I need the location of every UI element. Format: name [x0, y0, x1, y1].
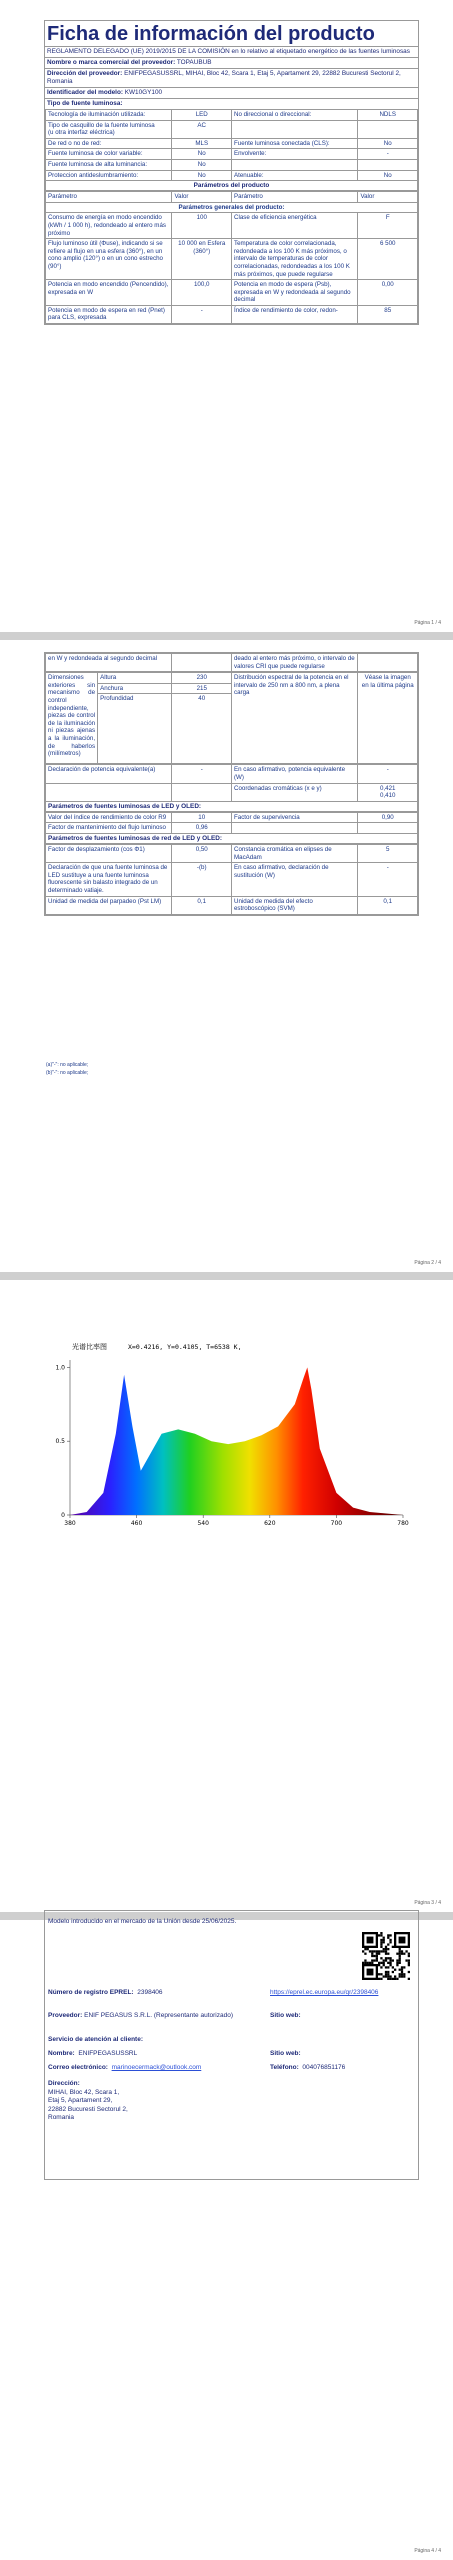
phone-row [270, 2064, 345, 2071]
param-label: Proteccion antideslumbramiento: [46, 170, 172, 181]
param-value: - [172, 305, 232, 323]
phone-value: 004076851176 [302, 2064, 346, 2071]
chart-subtitle: X=0.4216, Y=0.4105, T=6538 K, [128, 1343, 242, 1351]
param-label: Temperatura de color correlacionada, redondeada a los 100 K más próximos, o intervalo de temperaturas de color correlacionadas, redondeadas a los 100 K más próximos, que puede regularse [231, 239, 357, 280]
params-title: Parámetros del producto [45, 181, 418, 191]
param-label: Potencia en modo de espera (Psb), expresada en W y redondeada al segundo decimal [231, 280, 357, 306]
type-row [46, 120, 418, 138]
email-row [48, 2064, 201, 2071]
service-label: Servicio de atención al cliente: [48, 2036, 144, 2043]
param-value: - [358, 863, 418, 896]
address-value: ENIFPEGASUSSRL, MIHAI, Bloc 42, Scara 1, Etaj 5, Apartament 29, 22882 Bucuresti Sectorul 2, Romania [47, 70, 401, 85]
address-line: MIHAI, Bloc 42, Scara 1, [48, 2088, 120, 2096]
param-label: Envolvente: [231, 149, 357, 160]
param-label: No direccional o direccional: [231, 110, 357, 121]
dimensions-table [45, 672, 418, 764]
continuation-table [45, 653, 418, 672]
type-row [46, 159, 418, 170]
param-label: Fuente luminosa conectada (CLS): [231, 138, 357, 149]
param-value: 85 [358, 305, 418, 323]
param-value: No [358, 170, 418, 181]
page-number: Página 3 / 4 [414, 1900, 441, 1906]
qr-code-icon[interactable] [362, 1932, 410, 1980]
param-label: Fuente luminosa de color variable: [46, 149, 172, 160]
param-label: En caso afirmativo, declaración de sustitución (W) [231, 863, 357, 896]
x-tick-label: 380 [64, 1520, 76, 1527]
param-label: Potencia en modo encendido (Pencendido), expresada en W [46, 280, 172, 306]
chart-title: 光谱比率图 [72, 1343, 107, 1351]
param-label: Valor del índice de rendimiento de color R9 [46, 812, 172, 823]
address-line: Etaj 5, Apartament 29, [48, 2097, 113, 2104]
params-table [45, 191, 418, 324]
param-label: Unidad de medida del parpadeo (Pst LM) [46, 896, 172, 914]
param-value: - [358, 149, 418, 160]
param-value: NDLS [358, 110, 418, 121]
equivalent-row [46, 783, 418, 801]
param-label: Factor de supervivencia [231, 812, 357, 823]
param-label: Índice de rendimiento de color, redon- [231, 305, 357, 323]
website-row [270, 2012, 301, 2019]
footnote-b: (b)"-": no aplicable; [46, 1070, 89, 1076]
param-label: Unidad de medida del efecto estroboscópico (SVM) [231, 896, 357, 914]
website2-row [270, 2050, 301, 2057]
address-line: Romania [48, 2114, 75, 2121]
spectrum-chart [48, 1335, 418, 1535]
product-sheet-frame-2 [44, 652, 419, 916]
brand-label: Nombre o marca comercial del proveedor: [47, 59, 176, 66]
model-id-label: Identificador del modelo: [47, 89, 123, 96]
phone-label: Teléfono: [270, 2064, 299, 2071]
param-header: Parámetro [46, 192, 172, 203]
market-intro: Modelo introducido en el mercado de la Unión desde 25/06/2025. [48, 1918, 237, 1925]
eprel-link[interactable] [270, 1989, 380, 1997]
param-value: 5 [358, 844, 418, 862]
param-label: deado al entero más próximo, o intervalo de valores CRI que puede regularse [231, 654, 357, 672]
param-value [358, 654, 418, 672]
equivalent-row [46, 765, 418, 783]
page-2 [0, 640, 453, 1272]
param-value: - [172, 765, 232, 783]
address-block [48, 2080, 128, 2123]
param-value: 0,50 [172, 844, 232, 862]
spectrum-area [70, 1367, 403, 1515]
param-value [358, 159, 418, 170]
param-header: Parámetro [231, 192, 357, 203]
param-label: Tecnología de iluminación utilizada: [46, 110, 172, 121]
address-line: 22882 Bucuresti Sectorul 2, [48, 2105, 128, 2113]
provider-row [48, 2012, 268, 2019]
dimensions-label: Dimensiones exteriores sin mecanismo de control independiente, piezas de control de la iluminación ni piezas ajenas a la iluminación, de haberlos (milímetros) [46, 673, 98, 764]
param-label: Factor de mantenimiento del flujo luminoso [46, 823, 172, 834]
provider-value: ENIF PEGASUS S.R.L. (Representante autorizado) [84, 2012, 233, 2019]
param-value: 10 000 en Esfera (360°) [172, 239, 232, 280]
param-label: en W y redondeada al segundo decimal [46, 654, 172, 672]
email-label: Correo electrónico: [48, 2064, 108, 2071]
y-tick-label: 0.5 [55, 1438, 65, 1446]
param-label: Potencia en modo de espera en red (Pnet) para CLS, expresada [46, 305, 172, 323]
param-label [231, 823, 357, 834]
x-tick-label: 460 [130, 1520, 143, 1527]
param-value: No [172, 159, 232, 170]
light-source-type-heading [45, 99, 418, 109]
depth-label: Profundidad [98, 694, 172, 764]
website-label: Sitio web: [270, 2012, 301, 2019]
param-value: MLS [172, 138, 232, 149]
spectral-distribution-value: Véase la imagen en la última página [358, 673, 418, 764]
led-param-row [46, 823, 418, 834]
param-value: - [358, 765, 418, 783]
page-title: Ficha de información del producto [45, 21, 418, 47]
x-tick-label: 540 [197, 1520, 209, 1527]
y-tick-label: 1.0 [55, 1364, 65, 1372]
width-label: Anchura [98, 683, 172, 694]
type-table [45, 109, 418, 181]
param-label: En caso afirmativo, potencia equivalente (W) [231, 765, 357, 783]
net-param-row [46, 896, 418, 914]
product-sheet-frame [44, 20, 419, 325]
param-value: No [358, 138, 418, 149]
continuation-row [46, 654, 418, 672]
param-label [231, 120, 357, 138]
general-params-title: Parámetros generales del producto: [46, 202, 418, 213]
provider-label: Proveedor: [48, 2012, 83, 2019]
param-value: -(b) [172, 863, 232, 896]
led-param-row [46, 812, 418, 823]
brand-value: TOPAUBUB [176, 59, 212, 66]
param-label: Coordenadas cromáticas (x e y) [231, 783, 357, 801]
regulation-text: REGLAMENTO DELEGADO (UE) 2019/2015 DE LA COMISIÓN en lo relativo al etiquetado energético de las fuentes luminosas [45, 47, 418, 58]
params-header-row [46, 192, 418, 203]
footnote-a: (a)"-": no aplicable; [46, 1062, 89, 1068]
page-number: Página 4 / 4 [414, 2548, 441, 2554]
param-value: No [172, 170, 232, 181]
name-row [48, 2050, 137, 2057]
general-param-row [46, 213, 418, 239]
param-label: Constancia cromática en elipses de MacAdam [231, 844, 357, 862]
led-table [45, 812, 418, 834]
brand-line [45, 58, 418, 69]
led-params-title: Parámetros de fuentes luminosas de LED y OLED: [45, 802, 418, 812]
service-heading [48, 2036, 143, 2043]
model-id-line [45, 88, 418, 99]
x-tick-label: 620 [264, 1520, 276, 1527]
type-row [46, 149, 418, 160]
type-row [46, 170, 418, 181]
param-value [172, 654, 232, 672]
net-param-row [46, 844, 418, 862]
address-label: Dirección: [48, 2080, 80, 2087]
param-label: Fuente luminosa de alta luminancia: [46, 159, 172, 170]
param-label: Declaración de potencia equivalente(a) [46, 765, 172, 783]
depth-value: 40 [172, 694, 232, 764]
eprel-link-text[interactable]: https://eprel.ec.europa.eu/qr/2398406 [270, 1989, 379, 1996]
param-label [46, 783, 172, 801]
param-label: Flujo luminoso útil (Φuse), indicando si se refiere al flujo en una esfera (360°), en un cono amplio (120°) o en un cono estrecho (90°) [46, 239, 172, 280]
eprel-reg-value: 2398406 [137, 1989, 163, 1996]
param-value: F [358, 213, 418, 239]
param-label: Consumo de energía en modo encendido (kWh / 1 000 h), redondeado al entero más próximo [46, 213, 172, 239]
general-param-row [46, 239, 418, 280]
x-tick-label: 780 [397, 1520, 409, 1527]
x-tick-label: 700 [330, 1520, 343, 1527]
eprel-reg-row [48, 1989, 163, 1996]
spectral-distribution-label: Distribución espectral de la potencia en el intervalo de 250 nm a 800 nm, a plena carga [231, 673, 357, 764]
general-param-row [46, 305, 418, 323]
address-label: Dirección del proveedor: [47, 70, 123, 77]
param-value: 100,0 [172, 280, 232, 306]
param-value: No [172, 149, 232, 160]
param-value [172, 783, 232, 801]
type-row [46, 110, 418, 121]
page-number: Página 2 / 4 [414, 1260, 441, 1266]
equivalent-table [45, 764, 418, 801]
param-value: 0,00 [358, 280, 418, 306]
value-header: Valor [172, 192, 232, 203]
height-value: 230 [172, 673, 232, 684]
email-link[interactable]: marinoecermack@outlook.com [111, 2064, 202, 2071]
model-id-value: KW10GY100 [124, 89, 163, 96]
param-value: 0,1 [172, 896, 232, 914]
value-header: Valor [358, 192, 418, 203]
eprel-reg-label: Número de registro EPREL: [48, 1989, 134, 1996]
name-value: ENIFPEGASUSSRL [78, 2050, 138, 2057]
param-value: 10 [172, 812, 232, 823]
light-source-type-label: Tipo de fuente luminosa: [47, 100, 123, 107]
param-label: Factor de desplazamiento (cos Φ1) [46, 844, 172, 862]
width-value: 215 [172, 683, 232, 694]
website2-label: Sitio web: [270, 2050, 301, 2057]
param-value: 0,1 [358, 896, 418, 914]
y-tick-label: 0 [61, 1512, 65, 1519]
param-label: Clase de eficiencia energética [231, 213, 357, 239]
type-row [46, 138, 418, 149]
param-value: AC [172, 120, 232, 138]
param-value: 6 500 [358, 239, 418, 280]
param-label: Tipo de casquillo de la fuente luminosa (u otra interfaz eléctrica) [46, 120, 172, 138]
footnotes [46, 1060, 88, 1076]
param-label: De red o no de red: [46, 138, 172, 149]
page-number: Página 1 / 4 [414, 620, 441, 626]
net-table [45, 844, 418, 915]
page-1 [0, 0, 453, 632]
param-value: LED [172, 110, 232, 121]
param-value: 100 [172, 213, 232, 239]
name-label: Nombre: [48, 2050, 75, 2057]
net-param-row [46, 863, 418, 896]
address-line [45, 69, 418, 88]
height-label: Altura [98, 673, 172, 684]
net-params-title: Parámetros de fuentes luminosas de red de LED y OLED: [45, 834, 418, 844]
param-value: 0,96 [172, 823, 232, 834]
param-label: Declaración de que una fuente luminosa de LED sustituye a una fuente luminosa fluorescente sin balasto integrado de un determinado vatiaje. [46, 863, 172, 896]
param-value [358, 120, 418, 138]
param-label [231, 159, 357, 170]
general-param-row [46, 280, 418, 306]
param-value: 0,421 0,410 [358, 783, 418, 801]
param-label: Atenuable: [231, 170, 357, 181]
param-value [358, 823, 418, 834]
param-value: 0,90 [358, 812, 418, 823]
